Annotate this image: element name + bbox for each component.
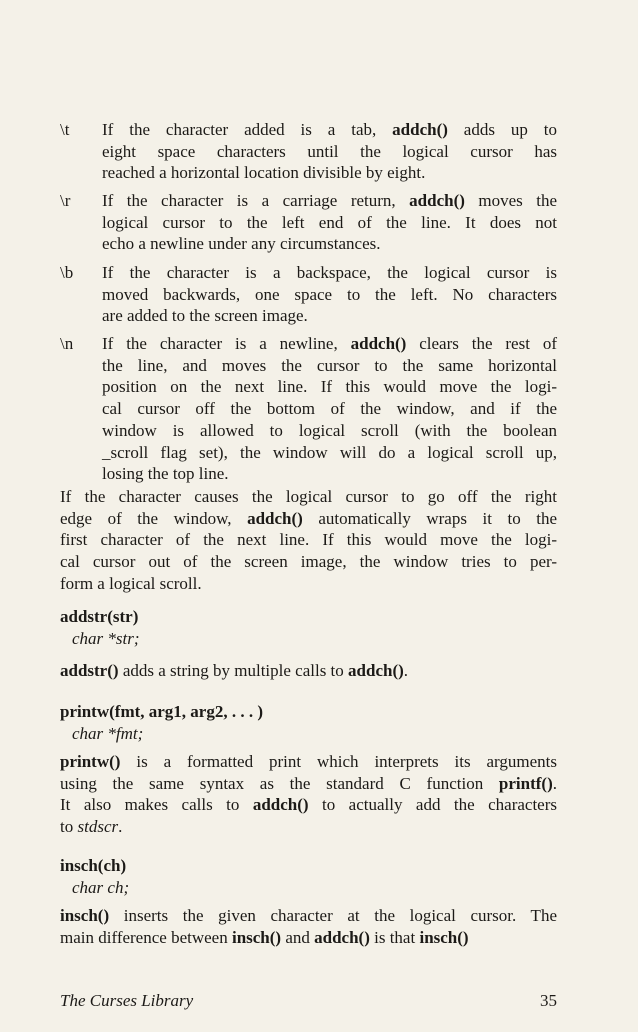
text-line: cal cursor off the bottom of the window, and if the <box>102 399 557 419</box>
function-description <box>60 905 557 948</box>
text-line: If the character is a newline, addch() clears the rest of <box>102 334 557 353</box>
function-description <box>60 660 557 682</box>
escape-description <box>102 190 557 255</box>
text-line: If the character causes the logical cursor to go off the right <box>60 487 557 506</box>
escape-description <box>102 119 557 184</box>
running-footer-title: The Curses Library <box>60 991 194 1010</box>
function-name: printw() <box>60 752 121 771</box>
text-line: echo a newline under any circumstances. <box>102 234 381 254</box>
text-line: position on the next line. If this would move the logi- <box>102 377 557 397</box>
function-declaration: char ch; <box>72 877 130 897</box>
text-line: edge of the window, addch() automatically wraps it to the <box>60 508 557 528</box>
text-line: cal cursor out of the screen image, the window tries to per- <box>60 552 557 572</box>
escape-code: \r <box>60 191 71 210</box>
text-line: eight space characters until the logical cursor has <box>102 141 557 161</box>
escape-description <box>102 262 557 327</box>
function-signature: insch(ch) <box>60 856 127 875</box>
text-line: are added to the screen image. <box>102 306 308 326</box>
escape-item-carriage-return <box>60 190 557 256</box>
function-name: printf() <box>498 773 553 793</box>
function-name: insch() <box>231 927 282 947</box>
function-name: addch() <box>314 927 370 947</box>
wrap-paragraph <box>60 486 557 595</box>
identifier: stdscr <box>77 817 119 837</box>
text-line: reached a horizontal location divisible by eight. <box>102 163 426 183</box>
escape-code: \b <box>60 263 74 282</box>
function-name: addch() <box>252 795 309 815</box>
text-line: using the same syntax as the standard C function printf(). <box>60 773 557 793</box>
function-signature: addstr(str) <box>60 607 139 626</box>
function-name: addch() <box>350 334 407 353</box>
function-name: addch() <box>348 661 404 680</box>
text-line: window is allowed to logical scroll (with the boolean <box>102 420 557 440</box>
text-line: If the character is a backspace, the logical cursor is <box>102 263 557 282</box>
function-name: addch() <box>409 191 465 210</box>
function-name: addch() <box>392 120 448 139</box>
page-number: 35 <box>540 991 557 1010</box>
text-line: It also makes calls to addch() to actually add the characters <box>60 795 558 815</box>
function-description <box>60 751 557 838</box>
text-line: insch() inserts the given character at the logical cursor. The <box>60 906 557 925</box>
function-name: addch() <box>247 508 303 528</box>
text-line: first character of the next line. If this would move the logi- <box>60 530 557 550</box>
escape-code: \t <box>60 120 70 139</box>
function-declaration: char *str; <box>72 628 140 648</box>
function-declaration: char *fmt; <box>72 723 144 743</box>
text-line: to stdscr. <box>60 817 123 837</box>
text-line: addstr() adds a string by multiple calls to addch(). <box>60 661 409 680</box>
text-line: losing the top line. <box>102 464 229 484</box>
text-line: If the character added is a tab, addch() adds up to <box>102 120 557 139</box>
function-printw <box>60 701 557 744</box>
text-line: printw() is a formatted print which interprets its arguments <box>60 752 557 771</box>
text-line: logical cursor to the left end of the line. It does not <box>102 212 557 232</box>
function-name: addstr() <box>60 661 119 680</box>
function-name: insch() <box>60 906 110 925</box>
escape-item-newline <box>60 333 557 487</box>
text-line: _scroll flag set), the window will do a logical scroll up, <box>102 442 557 462</box>
function-insch <box>60 855 557 898</box>
escape-item-tab <box>60 119 557 185</box>
text-line: If the character is a carriage return, addch() moves the <box>102 191 557 210</box>
text-line: main difference between insch() and addch() is that insch() <box>60 927 469 947</box>
text-line: form a logical scroll. <box>60 573 202 593</box>
function-signature: printw(fmt, arg1, arg2, . . . ) <box>60 702 264 721</box>
text-line: the line, and moves the cursor to the same horizontal <box>102 355 557 375</box>
escape-description <box>102 333 557 485</box>
escape-item-backspace <box>60 262 557 328</box>
function-addstr <box>60 606 557 649</box>
text-line: moved backwards, one space to the left. No characters <box>102 284 557 304</box>
escape-code: \n <box>60 334 74 353</box>
function-name: insch() <box>419 927 469 947</box>
